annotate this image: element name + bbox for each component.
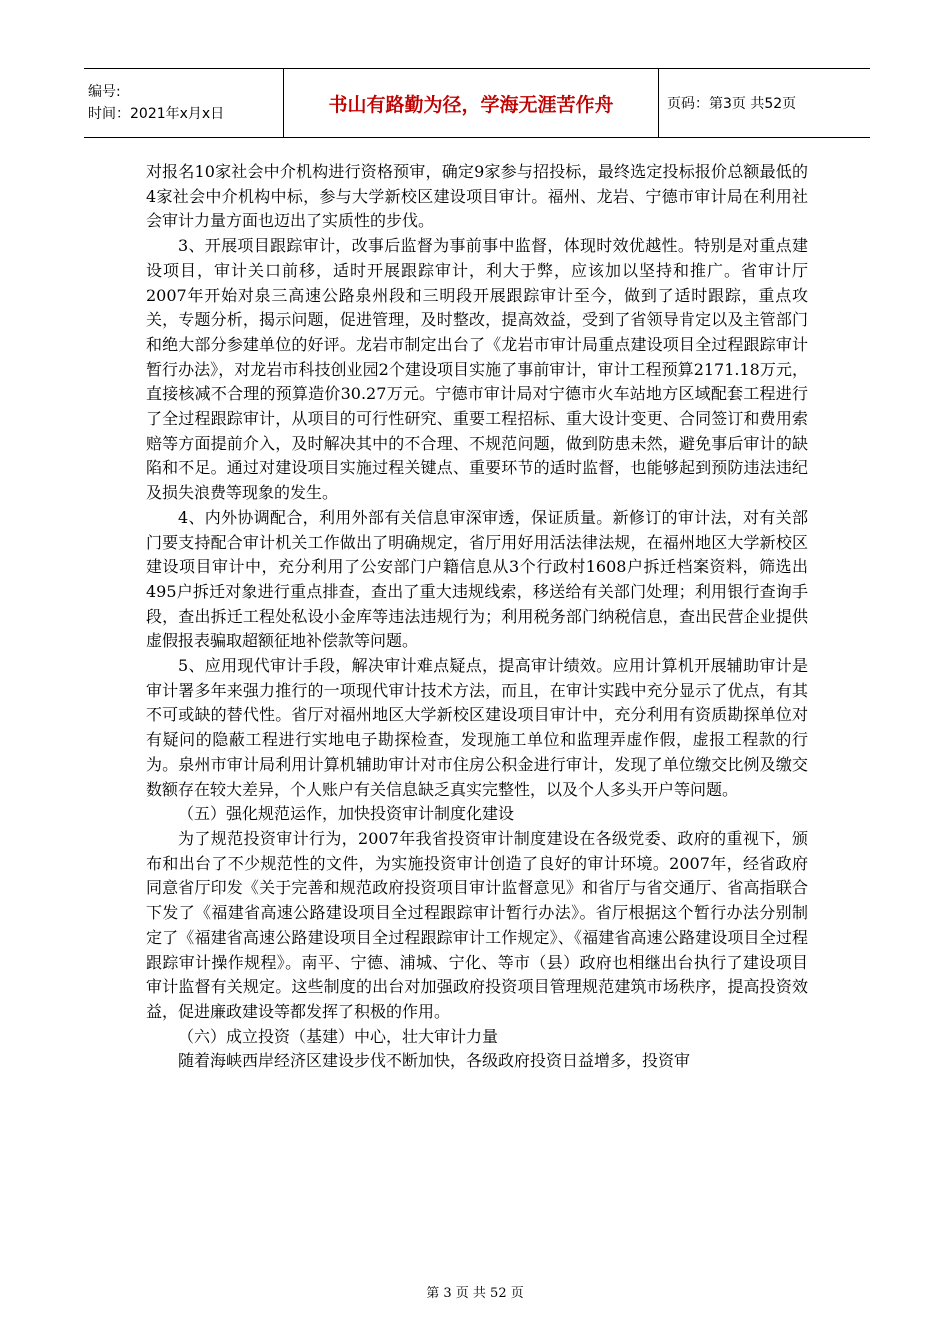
paragraph: 5、应用现代审计手段，解决审计难点疑点，提高审计绩效。应用计算机开展辅助审计是审计署多年来强力推行的一项现代审计技术方法，而且，在审计实践中充分显示了优点，有其不可或缺的替代性。省厅对福州地区大学新校区建设项目审计中，充分利用有资质勘探单位对有疑问的隐蔽工程进行实地电子勘探检查，发现施工单位和监理弄虚作假，虚报工程款的行为。泉州市审计局利用计算机辅助审计对市住房公积金进行审计，发现了单位缴交比例及缴交数额存在较大差异，个人账户有关信息缺乏真实完整性，以及个人多头开户等问题。	[146, 656, 808, 799]
paragraph: 3、开展项目跟踪审计，改事后监督为事前事中监督，体现时效优越性。特别是对重点建设项目，审计关口前移，适时开展跟踪审计，利大于弊，应该加以坚持和推广。省审计厅2007年开始对泉三高速公路泉州段和三明段开展跟踪审计至今，做到了适时跟踪，重点攻关，专题分析，揭示问题，促进管理，及时整改，提高效益，受到了省领导肯定以及主管部门和绝大部分参建单位的好评。龙岩市制定出台了《龙岩市审计局重点建设项目全过程跟踪审计暂行办法》，对龙岩市科技创业园2个建设项目实施了事前审计，审计工程预算2171.18万元，直接核减不合理的预算造价30.27万元。宁德市审计局对宁德市火车站地方区域配套工程进行了全过程跟踪审计，从项目的可行性研究、重要工程招标、重大设计变更、合同签订和费用索赔等方面提前介入，及时解决其中的不合理、不规范问题，做到防患未然，避免事后审计的缺陷和不足。通过对建设项目实施过程关键点、重要环节的适时监督，也能够起到预防违法违纪及损失浪费等现象的发生。	[146, 236, 808, 503]
paragraph: 随着海峡西岸经济区建设步伐不断加快，各级政府投资日益增多，投资审	[178, 1051, 691, 1071]
section-heading: （六）成立投资（基建）中心，壮大审计力量	[178, 1026, 499, 1046]
document-date: 时间：2021年x月x日	[88, 106, 225, 122]
header-page-number: 页码：第3页 共52页	[667, 96, 797, 112]
paragraph: 为了规范投资审计行为，2007年我省投资审计制度建设在各级党委、政府的重视下，颁布和出台了不少规范性的文件，为实施投资审计创造了良好的审计环境。2007年，经省政府同意省厅印发《关于完善和规范政府投资项目审计监督意见》和省厅与省交通厅、省高指联合下发了《福建省高速公路建设项目全过程跟踪审计暂行办法》。省厅根据这个暂行办法分别制定了《福建省高速公路建设项目全过程跟踪审计工作规定》、《福建省高速公路建设项目全过程跟踪审计操作规程》。南平、宁德、浦城、宁化、等市（县）政府也相继出台执行了建设项目审计监督有关规定。这些制度的出台对加强政府投资项目管理规范建筑市场秩序，提高投资效益，促进廉政建设等都发挥了积极的作用。	[146, 828, 808, 1021]
header-motto: 书山有路勤为径，学海无涯苦作舟	[284, 69, 659, 137]
paragraph: 4、内外协调配合，利用外部有关信息审深审透，保证质量。新修订的审计法，对有关部门要支持配合审计机关工作做出了明确规定，省厅用好用活法律法规，在福州地区大学新校区建设项目审计中，充分利用了公安部门户籍信息从3个行政村1608户拆迁档案资料，筛选出495户拆迁对象进行重点排查，查出了重大违规线索，移送给有关部门处理；利用银行查询手段，查出拆迁工程处私设小金库等违法违规行为；利用税务部门纳税信息，查出民营企业提供虚假报表骗取超额征地补偿款等问题。	[146, 507, 808, 651]
page-header	[84, 68, 870, 138]
page-footer: 第 3 页 共 52 页	[426, 1286, 524, 1301]
document-body	[146, 160, 808, 1074]
section-heading: （五）强化规范运作，加快投资审计制度化建设	[178, 804, 515, 824]
header-meta	[84, 69, 284, 137]
paragraph: 对报名10家社会中介机构进行资格预审，确定9家参与招投标，最终选定投标报价总额最低的4家社会中介机构中标，参与大学新校区建设项目审计。福州、龙岩、宁德市审计局在利用社会审计力量方面也迈出了实质性的步伐。	[146, 162, 808, 231]
document-number-label: 编号:	[88, 84, 121, 100]
